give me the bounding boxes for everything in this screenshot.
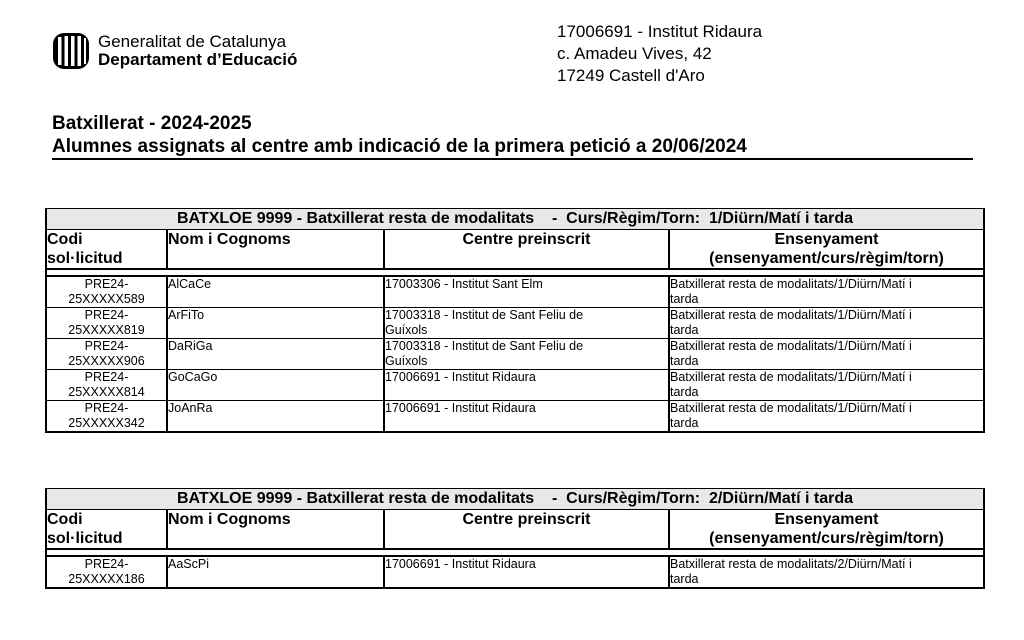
cell-name: AaScPi: [167, 556, 384, 588]
row-gap: [46, 269, 984, 276]
cell-name: JoAnRa: [167, 401, 384, 433]
generalitat-logo: [52, 32, 297, 70]
cell-name: DaRiGa: [167, 339, 384, 370]
heading-underline: [52, 158, 973, 160]
cell-code: PRE24- 25XXXXX589: [46, 276, 167, 308]
table-row: [46, 556, 984, 588]
col-header-code: Codi sol·licitud: [46, 510, 167, 550]
cell-code: PRE24- 25XXXXX186: [46, 556, 167, 588]
table-row: [46, 401, 984, 433]
cell-centre: 17006691 - Institut Ridaura: [384, 401, 669, 433]
generalitat-emblem-icon: [52, 32, 90, 70]
cell-code: PRE24- 25XXXXX906: [46, 339, 167, 370]
school-street: c. Amadeu Vives, 42: [557, 44, 712, 63]
cell-centre: 17003318 - Institut de Sant Feliu de Guíxols: [384, 339, 669, 370]
table-row: [46, 370, 984, 401]
cell-ensenyament: Batxillerat resta de modalitats/1/Diürn/Matí i tarda: [669, 276, 984, 308]
cell-ensenyament: Batxillerat resta de modalitats/1/Diürn/Matí i tarda: [669, 370, 984, 401]
document-heading: [52, 112, 972, 158]
cell-ensenyament: Batxillerat resta de modalitats/1/Diürn/Matí i tarda: [669, 339, 984, 370]
cell-ensenyament: Batxillerat resta de modalitats/1/Diürn/Matí i tarda: [669, 308, 984, 339]
col-header-centre: Centre preinscrit: [384, 230, 669, 270]
col-header-name: Nom i Cognoms: [167, 510, 384, 550]
department-name: Departament d’Educació: [98, 50, 298, 69]
cell-code: PRE24- 25XXXXX814: [46, 370, 167, 401]
col-header-ensenyament: Ensenyament (ensenyament/curs/règim/torn): [669, 510, 984, 550]
school-address: [557, 21, 762, 87]
col-header-centre: Centre preinscrit: [384, 510, 669, 550]
cell-ensenyament: Batxillerat resta de modalitats/2/Diürn/Matí i tarda: [669, 556, 984, 588]
col-header-code: Codi sol·licitud: [46, 230, 167, 270]
cell-centre: 17006691 - Institut Ridaura: [384, 370, 669, 401]
document-title: Batxillerat - 2024-2025: [52, 113, 252, 134]
cell-name: ArFiTo: [167, 308, 384, 339]
table-row: [46, 339, 984, 370]
document-subtitle: Alumnes assignats al centre amb indicació de la primera petició a 20/06/2024: [52, 136, 747, 157]
school-city: 17249 Castell d'Aro: [557, 66, 705, 85]
school-name: 17006691 - Institut Ridaura: [557, 22, 763, 41]
assignment-table-1: [45, 208, 985, 433]
cell-name: GoCaGo: [167, 370, 384, 401]
col-header-ensenyament: Ensenyament (ensenyament/curs/règim/torn): [669, 230, 984, 270]
col-header-name: Nom i Cognoms: [167, 230, 384, 270]
cell-centre: 17006691 - Institut Ridaura: [384, 556, 669, 588]
cell-centre: 17003306 - Institut Sant Elm: [384, 276, 669, 308]
cell-name: AlCaCe: [167, 276, 384, 308]
table-row: [46, 308, 984, 339]
cell-ensenyament: Batxillerat resta de modalitats/1/Diürn/Matí i tarda: [669, 401, 984, 433]
cell-centre: 17003318 - Institut de Sant Feliu de Guíxols: [384, 308, 669, 339]
row-gap: [46, 549, 984, 556]
group-title: BATXLOE 9999 - Batxillerat resta de modalitats - Curs/Règim/Torn: 2/Diürn/Matí i tarda: [46, 489, 984, 510]
assignment-table-2: [45, 488, 985, 589]
table-row: [46, 276, 984, 308]
org-name: Generalitat de Catalunya: [98, 32, 287, 51]
cell-code: PRE24- 25XXXXX342: [46, 401, 167, 433]
cell-code: PRE24- 25XXXXX819: [46, 308, 167, 339]
group-title: BATXLOE 9999 - Batxillerat resta de modalitats - Curs/Règim/Torn: 1/Diürn/Matí i tarda: [46, 209, 984, 230]
